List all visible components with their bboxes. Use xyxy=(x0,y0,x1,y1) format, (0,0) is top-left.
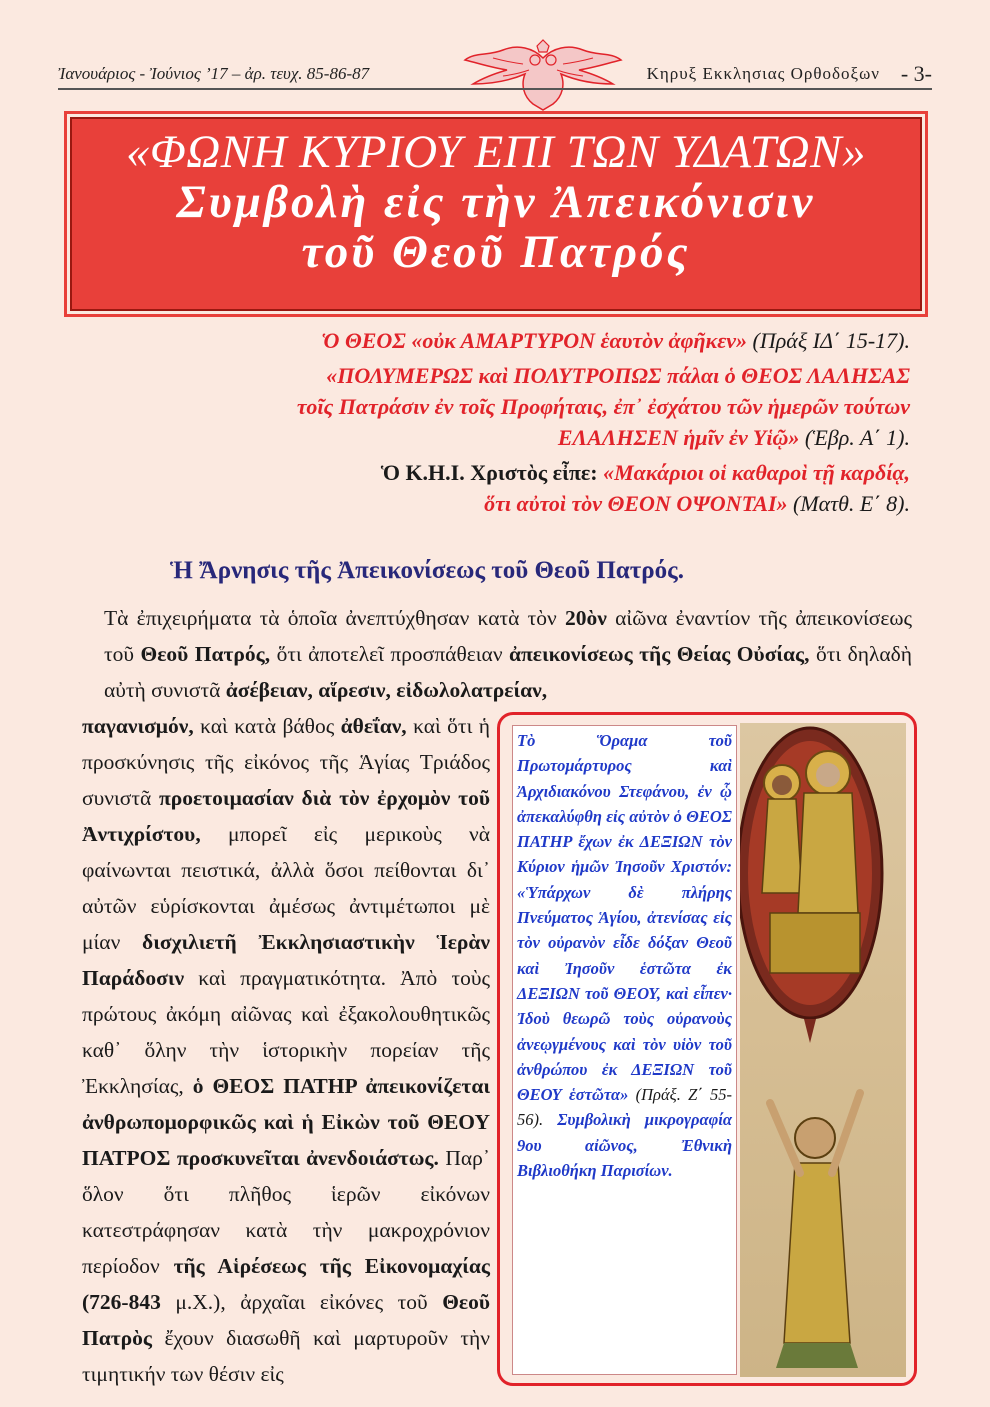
caption-main: Τὸ Ὅραμα τοῦ Πρωτομάρτυρος καὶ Ἀρχιδιακόνου Στεφάνου, ἐν ᾧ ἀπεκαλύφθη εἰς αὐτὸν ὁ ΘΕΟΣ ΠΑΤΗΡ ἔχων ἐκ ΔΕΞΙΩΝ τὸν Κύριον ἡμῶν Ἰησοῦν Χριστόν: «Ὑπάρχων δὲ πλήρης Πνεύματος Ἁγίου, ἀτενίσας εἰς τὸν οὐρανὸν εἶδε δόξαν Θεοῦ καὶ Ἰησοῦν ἑστῶτα ἐκ ΔΕΞΙΩΝ τοῦ ΘΕΟΥ, καὶ εἶπεν· Ἰδοὺ θεωρῶ τοὺς οὐρανοὺς ἀνεῳγμένους καὶ τὸν υἱὸν τοῦ ἀνθρώπου ἐκ ΔΕΞΙΩΝ τοῦ ΘΕΟΥ ἑστῶτα» xyxy=(517,731,732,1105)
body-text: καὶ ὅτι ἡ προσκύνησις τῆς εἰκόνος τῆς Ἁγίας Τριάδος συνιστᾶ xyxy=(82,714,491,810)
quote-3-line-2: ὅτι αὐτοὶ τὸν ΘΕΟΝ ΟΨΟΝΤΑΙ» xyxy=(484,491,788,516)
body-text: Τὰ ἐπιχειρήματα τὰ ὁποῖα ἀνεπτύχθησαν κατὰ τὸν xyxy=(104,606,557,630)
quote-1 xyxy=(150,325,910,356)
body-emphasis: ἀθεΐαν, xyxy=(340,714,407,738)
body-emphasis: ἀσέβειαν, αἵρεσιν, εἰδωλολατρείαν, xyxy=(225,678,548,702)
title-banner xyxy=(70,117,922,311)
body-emphasis: προετοιμασίαν διὰ τὸν ἐρχομὸν τοῦ Ἀντιχρίστου, xyxy=(82,786,490,846)
body-emphasis: 20ὸν xyxy=(565,606,607,630)
body-emphasis: Θεοῦ Πατρὸς xyxy=(82,1290,491,1350)
body-emphasis: τῆς Αἱρέσεως τῆς Εἰκονομαχίας (726-843 xyxy=(82,1254,491,1314)
quote-1-ref: (Πράξ ΙΔ΄ 15-17). xyxy=(752,328,910,353)
quote-2-ref: (Ἑβρ. Α΄ 1). xyxy=(804,425,910,450)
publication-name: Κηρυξ Εκκλησιας Ορθοδοξων xyxy=(646,64,880,83)
double-headed-eagle-icon xyxy=(463,38,623,112)
page-number: - 3- xyxy=(900,61,932,86)
body-emphasis: ὁ ΘΕΟΣ ΠΑΤΗΡ ἀπεικονίζεται ἀνθρωπομορφικῶς καὶ ἡ Εἰκὼν τοῦ ΘΕΟΥ ΠΑΤΡΟΣ προσκυνεῖται ἀνενδοιάστως. xyxy=(82,1074,490,1170)
body-text: καὶ κατὰ βάθος xyxy=(200,714,335,738)
byzantine-miniature-image xyxy=(740,723,906,1377)
body-emphasis: Θεοῦ Πατρός, xyxy=(140,642,271,666)
body-emphasis: παγανισμόν, xyxy=(82,714,194,738)
quote-2-line-3: ΕΛΑΛΗΣΕΝ ἡμῖν ἐν Υἱῷ» xyxy=(557,425,800,450)
title-line-1: «ΦΩΝΗ ΚΥΡΙΟΥ ΕΠΙ ΤΩΝ ΥΔΑΤΩΝ» xyxy=(125,126,867,178)
caption-source: Συμβολικὴ μικρογραφία 9ου αἰῶνος, Ἐθνικὴ Βιβλιοθήκη Παρισίων. xyxy=(517,1110,732,1181)
body-text: καὶ πραγματικότητα. Ἀπὸ τοὺς πρώτους ἀκόμη αἰῶνας καὶ ἐξακολουθητικῶς καθ᾽ ὅλην τὴν ἱστορικὴν πορείαν τῆς Ἐκκλησίας, xyxy=(82,966,490,1098)
title-line-2: Συμβολὴ εἰς τὴν Ἀπεικόνισιν xyxy=(176,176,816,228)
miniature-illustration xyxy=(740,723,906,1377)
quote-3-intro: Ὁ Κ.Η.Ι. Χριστὸς εἶπε: xyxy=(380,460,598,485)
body-emphasis: ἀπεικονίσεως τῆς Θείας Οὐσίας, xyxy=(509,642,810,666)
caption-ref: (Πράξ. Ζ΄ 55-56). xyxy=(517,1085,732,1130)
section-heading: Ἡ Ἄρνησις τῆς Ἀπεικονίσεως τοῦ Θεοῦ Πατρός. xyxy=(170,557,684,584)
body-text: ἔχουν διασωθῆ καὶ μαρτυροῦν τὴν τιμητικήν των θέσιν εἰς xyxy=(82,1326,490,1386)
body-text: μ.Χ.), ἀρχαῖαι εἰκόνες τοῦ xyxy=(175,1290,428,1314)
body-paragraph-column xyxy=(82,708,490,1392)
quote-2-line-2: τοῖς Πατράσιν ἐν τοῖς Προφήταις, ἐπ᾽ ἐσχάτου τῶν ἡμερῶν τούτων xyxy=(296,394,910,419)
body-text: Παρ᾽ ὅλον ὅτι πλῆθος ἱερῶν εἰκόνων κατεστράφησαν κατὰ τὴν μακροχρόνιον περίοδον xyxy=(82,1146,491,1278)
epigraph-quotes xyxy=(150,325,910,523)
image-caption xyxy=(512,725,737,1375)
page-header xyxy=(58,52,932,92)
quote-2-line-1: «ΠΟΛΥΜΕΡΩΣ καὶ ΠΟΛΥΤΡΟΠΩΣ πάλαι ὁ ΘΕΟΣ ΛΑΛΗΣΑΣ xyxy=(326,363,910,388)
title-line-3: τοῦ Θεοῦ Πατρός xyxy=(301,226,691,278)
quote-3 xyxy=(150,457,910,519)
image-sidebar xyxy=(497,712,917,1386)
body-paragraph-top xyxy=(82,600,912,708)
quote-1-text: Ὁ ΘΕΟΣ «οὐκ ΑΜΑΡΤΥΡΟΝ ἑαυτὸν ἀφῆκεν» xyxy=(321,328,748,353)
header-rule xyxy=(58,88,932,90)
issue-info: Ἰανουάριος - Ἰούνιος ’17 – ἀρ. τευχ. 85-86-87 xyxy=(58,64,370,83)
body-text: αἰῶνα ἐναντίον τῆς ἀπεικονίσεως τοῦ xyxy=(104,606,913,666)
body-text: ὅτι ἀποτελεῖ προσπάθειαν xyxy=(276,642,503,666)
body-emphasis: δισχιλιετῆ Ἐκκλησιαστικὴν Ἱερὰν Παράδοσιν xyxy=(82,930,490,990)
quote-3-ref: (Ματθ. Ε΄ 8). xyxy=(793,491,910,516)
quote-3-line-1: «Μακάριοι οἱ καθαροὶ τῇ καρδίᾳ, xyxy=(603,460,910,485)
quote-2 xyxy=(150,360,910,453)
body-text: ὅτι δηλαδὴ αὐτὴ συνιστᾶ xyxy=(104,642,913,702)
body-text: μπορεῖ εἰς μερικοὺς νὰ φαίνωνται πειστικά, ἀλλὰ ὅσοι πείθονται δι᾽ αὐτῶν εὑρίσκονται ἀμέσως ἀντιμέτωποι μὲ μίαν xyxy=(82,822,491,954)
